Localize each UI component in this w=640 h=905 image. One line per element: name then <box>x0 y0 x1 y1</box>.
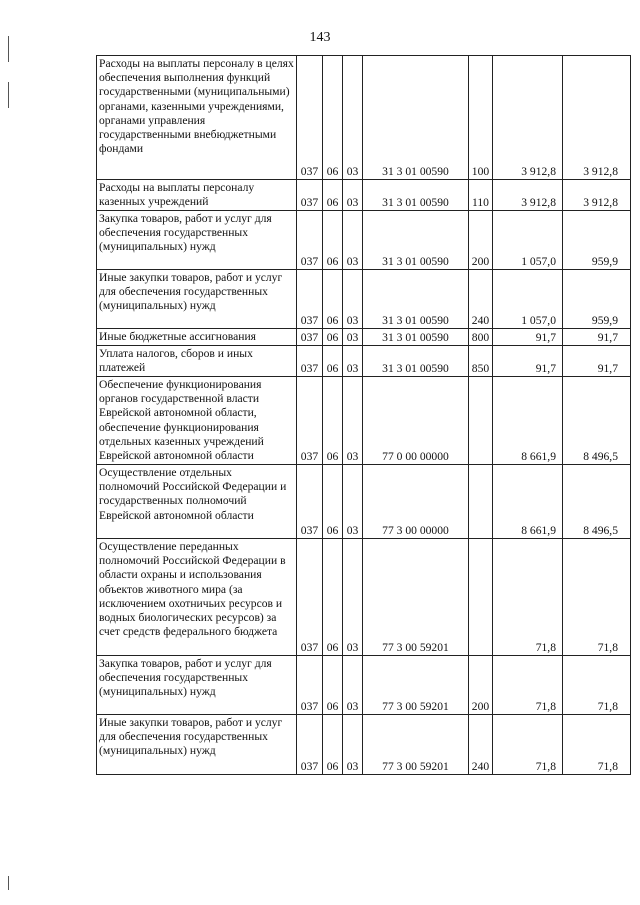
page-number: 143 <box>309 30 331 45</box>
amount-1: 71,8 <box>493 715 563 775</box>
expense-type-code: 850 <box>469 346 493 377</box>
table-row <box>97 346 631 377</box>
amount-1: 3 912,8 <box>493 180 563 211</box>
target-article-code: 31 3 01 00590 <box>363 346 469 377</box>
ministry-code: 037 <box>297 180 323 211</box>
ministry-code: 037 <box>297 211 323 270</box>
amount-1: 3 912,8 <box>493 56 563 180</box>
target-article-code: 31 3 01 00590 <box>363 270 469 329</box>
section-code: 06 <box>323 377 343 465</box>
expense-type-code: 110 <box>469 180 493 211</box>
row-name: Иные закупки товаров, работ и услуг для обеспечения государственных (муниципальных) нужд <box>97 270 297 329</box>
table-row <box>97 329 631 346</box>
amount-1: 1 057,0 <box>493 270 563 329</box>
amount-2: 71,8 <box>563 715 631 775</box>
section-code: 06 <box>323 715 343 775</box>
expense-type-code: 200 <box>469 656 493 715</box>
expense-type-code: 100 <box>469 56 493 180</box>
subsection-code: 03 <box>343 346 363 377</box>
amount-2: 91,7 <box>563 329 631 346</box>
amount-2: 959,9 <box>563 211 631 270</box>
target-article-code: 31 3 01 00590 <box>363 56 469 180</box>
ministry-code: 037 <box>297 656 323 715</box>
row-name: Обеспечение функционирования органов государственной власти Еврейской автономной области, обеспечение функционирования отдельных казенных учреждений Еврейской автономной области <box>97 377 297 465</box>
table-row <box>97 539 631 656</box>
target-article-code: 31 3 01 00590 <box>363 211 469 270</box>
expense-type-code <box>469 465 493 539</box>
amount-2: 91,7 <box>563 346 631 377</box>
subsection-code: 03 <box>343 56 363 180</box>
target-article-code: 77 3 00 00000 <box>363 465 469 539</box>
amount-1: 71,8 <box>493 656 563 715</box>
expense-type-code: 240 <box>469 715 493 775</box>
table-row <box>97 377 631 465</box>
subsection-code: 03 <box>343 180 363 211</box>
amount-1: 91,7 <box>493 346 563 377</box>
amount-1: 71,8 <box>493 539 563 656</box>
section-code: 06 <box>323 346 343 377</box>
section-code: 06 <box>323 211 343 270</box>
subsection-code: 03 <box>343 715 363 775</box>
target-article-code: 77 3 00 59201 <box>363 539 469 656</box>
subsection-code: 03 <box>343 465 363 539</box>
margin-mark <box>8 82 9 108</box>
table-row <box>97 465 631 539</box>
target-article-code: 31 3 01 00590 <box>363 180 469 211</box>
ministry-code: 037 <box>297 377 323 465</box>
section-code: 06 <box>323 539 343 656</box>
section-code: 06 <box>323 329 343 346</box>
table-body <box>97 56 631 775</box>
ministry-code: 037 <box>297 715 323 775</box>
row-name: Расходы на выплаты персоналу казенных учреждений <box>97 180 297 211</box>
table-row <box>97 715 631 775</box>
amount-1: 8 661,9 <box>493 465 563 539</box>
target-article-code: 31 3 01 00590 <box>363 329 469 346</box>
target-article-code: 77 3 00 59201 <box>363 656 469 715</box>
ministry-code: 037 <box>297 539 323 656</box>
section-code: 06 <box>323 56 343 180</box>
amount-1: 8 661,9 <box>493 377 563 465</box>
expense-type-code: 800 <box>469 329 493 346</box>
table-row <box>97 270 631 329</box>
row-name: Иные закупки товаров, работ и услуг для обеспечения государственных (муниципальных) нужд <box>97 715 297 775</box>
table-row <box>97 211 631 270</box>
target-article-code: 77 0 00 00000 <box>363 377 469 465</box>
section-code: 06 <box>323 270 343 329</box>
section-code: 06 <box>323 465 343 539</box>
expense-type-code <box>469 539 493 656</box>
ministry-code: 037 <box>297 465 323 539</box>
budget-table <box>96 55 631 775</box>
margin-mark <box>8 876 9 890</box>
section-code: 06 <box>323 656 343 715</box>
expense-type-code: 200 <box>469 211 493 270</box>
subsection-code: 03 <box>343 211 363 270</box>
ministry-code: 037 <box>297 270 323 329</box>
amount-2: 71,8 <box>563 656 631 715</box>
row-name: Иные бюджетные ассигнования <box>97 329 297 346</box>
subsection-code: 03 <box>343 656 363 715</box>
subsection-code: 03 <box>343 377 363 465</box>
table-row <box>97 180 631 211</box>
row-name: Осуществление переданных полномочий Российской Федерации в области охраны и использования объектов животного мира (за исключением охотничьих ресурсов и водных биологических ресурсов) за счет средств федерального бюджета <box>97 539 297 656</box>
subsection-code: 03 <box>343 270 363 329</box>
amount-2: 3 912,8 <box>563 56 631 180</box>
expense-type-code: 240 <box>469 270 493 329</box>
target-article-code: 77 3 00 59201 <box>363 715 469 775</box>
row-name: Закупка товаров, работ и услуг для обеспечения государственных (муниципальных) нужд <box>97 656 297 715</box>
amount-2: 8 496,5 <box>563 465 631 539</box>
amount-1: 91,7 <box>493 329 563 346</box>
row-name: Уплата налогов, сборов и иных платежей <box>97 346 297 377</box>
amount-2: 3 912,8 <box>563 180 631 211</box>
subsection-code: 03 <box>343 539 363 656</box>
row-name: Расходы на выплаты персоналу в целях обеспечения выполнения функций государственными (муниципальными) органами, казенными учреждениями, органами управления государственными внебюджетными фондами <box>97 56 297 180</box>
row-name: Закупка товаров, работ и услуг для обеспечения государственных (муниципальных) нужд <box>97 211 297 270</box>
section-code: 06 <box>323 180 343 211</box>
amount-1: 1 057,0 <box>493 211 563 270</box>
table-row <box>97 656 631 715</box>
amount-2: 959,9 <box>563 270 631 329</box>
ministry-code: 037 <box>297 329 323 346</box>
amount-2: 71,8 <box>563 539 631 656</box>
expense-type-code <box>469 377 493 465</box>
ministry-code: 037 <box>297 346 323 377</box>
table-row <box>97 56 631 180</box>
row-name: Осуществление отдельных полномочий Российской Федерации и государственных полномочий Еврейской автономной области <box>97 465 297 539</box>
amount-2: 8 496,5 <box>563 377 631 465</box>
margin-mark <box>8 36 9 62</box>
ministry-code: 037 <box>297 56 323 180</box>
subsection-code: 03 <box>343 329 363 346</box>
